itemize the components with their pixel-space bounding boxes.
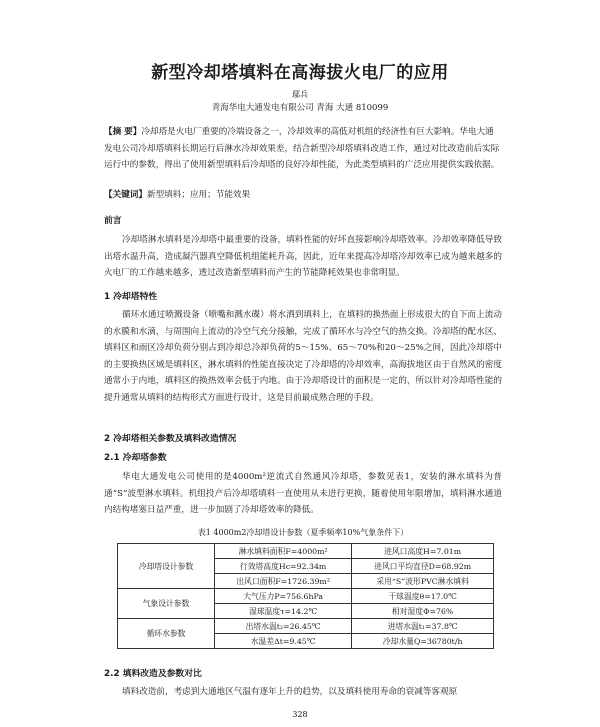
- table-cell: 相对湿度Φ=76%: [352, 604, 494, 619]
- table-row: [118, 544, 494, 559]
- abstract-text: 冷却塔是火电厂重要的冷端设备之一，冷却效率的高低对机组的经济性有巨大影响。华电大通发电公司冷却塔填料长期运行后淋水冷却效果差，结合新型冷却塔填料改造工作，通过对比改造前后实际运行中的参数，得出了使用新型填料后冷却塔的良好冷却性能，为此类型填料的广泛应用提供实践依据。: [104, 127, 500, 170]
- table-group-label: 冷却塔设计参数: [118, 544, 215, 589]
- table-caption: 表1 4000m2冷却塔设计参数（夏季频率10%气象条件下）: [197, 528, 409, 537]
- page-number: 328: [292, 710, 308, 719]
- section-heading-2: 2 冷却塔相关参数及填料改造情况: [104, 434, 237, 444]
- abstract: [104, 124, 502, 174]
- table-cell: 湿球温度τ=14.2℃: [215, 604, 352, 619]
- author-affiliation: 青海华电大通发电有限公司 青海 大通 810099: [211, 103, 389, 113]
- table-cell: 出塔水温t₂=26.45℃: [215, 619, 352, 634]
- keywords: [104, 188, 502, 200]
- section-heading-1: 1 冷却塔特性: [104, 292, 158, 302]
- design-parameter-table: [117, 543, 494, 649]
- table-cell: 冷却水量Q=36780t/h: [352, 634, 494, 649]
- abstract-label: 【摘 要】: [104, 127, 142, 137]
- table-group-label: 气象设计参数: [118, 589, 215, 619]
- subsection-2-2-paragraph: 填料改造前，考虑到大通地区气温有逐年上升的趋势，以及填料使用寿命的衰减等客观原: [122, 687, 458, 697]
- table-group-label: 循环水参数: [118, 619, 215, 649]
- table-cell: 采用“S”波形PVC淋水填料: [352, 574, 494, 589]
- subsection-heading-2-1: 2.1 冷却塔参数: [104, 453, 167, 463]
- section-1-paragraph: 循环水通过喷溅设备（喷嘴和溅水碟）将水洒到填料上，在填料的换热面上形成很大的自下而上流动的水膜和水滴，与周围向上流动的冷空气充分接触，完成了循环水与冷空气的热交换。冷却塔的配水区、填料区和雨区冷却负荷分别占到冷却总冷却负荷的5～15%、65～70%和20～25%之间，因此冷却塔中的主要换热区域是填料区，淋水填料的性能直接决定了冷却塔的冷却效率，高海拔地区由于自然风的密度通常小于内地，填料区的换热效率会低于内地。由于冷却塔设计的面积是一定的，所以针对冷却塔性能的提升通常从填料的结构形式方面进行设计，这是目前最成熟合理的手段。: [104, 310, 502, 403]
- table-row: [118, 619, 494, 634]
- table-cell: 出风口面积F=1726.39m²: [215, 574, 352, 589]
- table-cell: 大气压力P=756.6hPa: [215, 589, 352, 604]
- author-name: 鄢兵: [292, 90, 308, 99]
- table-cell: 干球温度θ=17.0℃: [352, 589, 494, 604]
- table-cell: 淋水填料面积F=4000m²: [215, 544, 352, 559]
- table-cell: 进塔水温t₁=37.8℃: [352, 619, 494, 634]
- keywords-text: 新型填料；应用；节能效果: [146, 190, 251, 200]
- table-row: [118, 589, 494, 604]
- keywords-label: 【关键词】: [104, 190, 147, 200]
- section-heading-preface: 前言: [104, 216, 122, 226]
- subsection-heading-2-2: 2.2 填料改造及参数对比: [104, 669, 202, 679]
- table-cell: 进风口高度H=7.01m: [352, 544, 494, 559]
- table-cell: 行效塔高度Hc=92.34m: [215, 559, 352, 574]
- table-cell: 进风口平均直径D=68.92m: [352, 559, 494, 574]
- paper-title: 新型冷却塔填料在高海拔火电厂的应用: [151, 63, 449, 83]
- subsection-2-1-paragraph: 华电大通发电公司使用的是4000m²逆流式自然通风冷却塔，参数见表1，安装的淋水填料为普通“S”波型淋水填料。机组投产后冷却塔填料一直使用从未进行更换，随着使用年限增加，填料淋水通道内结构堵塞日益严重，进一步加剧了冷却塔效率的降低。: [104, 472, 502, 515]
- table-cell: 水温差Δt=9.45℃: [215, 634, 352, 649]
- preface-paragraph: 冷却塔淋水填料是冷却塔中最重要的设备，填料性能的好坏直接影响冷却塔效率。冷却效率降低导致出塔水温升高，造成凝汽器真空降低机组能耗升高，因此，近年来提高冷却塔冷却效率已成为越来越多的火电厂的工作越来越多，透过改造新型填料而产生的节能降耗效果也非常明显。: [104, 235, 502, 278]
